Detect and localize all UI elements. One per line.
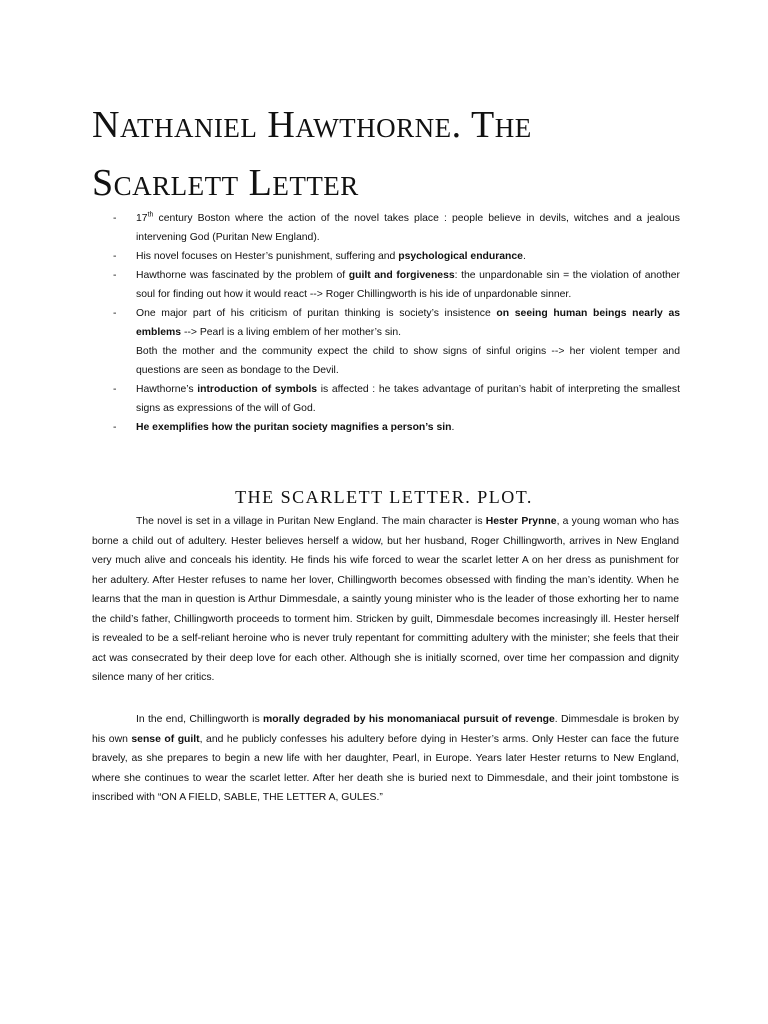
key-points-list	[112, 209, 680, 437]
plot-section-heading: THE SCARLETT LETTER. PLOT.	[235, 487, 533, 507]
title-line-2: Scarlett Letter	[92, 162, 359, 204]
bullet-item: - He exemplifies how the puritan society magnifies a person’s sin.	[112, 418, 680, 437]
plot-paragraph-1: The novel is set in a village in Puritan New England. The main character is Hester Prynne, a young woman who has borne a child out of adultery. Hester believes herself a widow, but her husband, Roger Chillingworth, arrives in New England very much alive and conceals his identity. He finds his wife forced to wear the scarlet letter A on her dress as punishment for her adultery. After Hester refuses to name her lover, Chillingworth becomes obsessed with finding the man’s identity. When he learns that the man in question is Arthur Dimmesdale, a saintly young minister who is the leader of those exhorting her to name the child’s father, Chillingworth proceeds to torment him. Stricken by guilt, Dimmesdale becomes increasingly ill. Hester herself is revealed to be a self-reliant heroine who is never truly repentant for committing adultery with the minister; she feels that their act was consecrated by their deep love for each other. Although she is initially scorned, over time her compassion and dignity silence many of her critics.	[92, 516, 679, 683]
plot-paragraph-2: In the end, Chillingworth is morally degraded by his monomaniacal pursuit of revenge. Dimmesdale is broken by his own sense of guilt, and he publicly confesses his adultery before dying in Hester’s arms. Only Hester can face the future bravely, as she prepares to begin a new life with her daughter, Pearl, in Europe. Years later Hester returns to New England, where she continues to wear the scarlet letter. After her death she is buried next to Dimmesdale, and their joint tombstone is inscribed with “ON A FIELD, SABLE, THE LETTER A, GULES.”	[92, 714, 679, 803]
bullet-continuation: Both the mother and the community expect the child to show signs of sinful origins --> her violent temper and questions are seen as bondage to the Devil.	[136, 346, 680, 376]
bullet-item: - Hawthorne’s introduction of symbols is affected : he takes advantage of puritan’s habit of interpreting the smallest signs as expressions of the will of God.	[112, 380, 680, 418]
document-title	[92, 96, 692, 212]
title-line-1: Nathaniel Hawthorne. The	[92, 104, 532, 146]
bullet-item: - His novel focuses on Hester’s punishment, suffering and psychological endurance.	[112, 247, 680, 266]
bullet-item: - 17th century Boston where the action of the novel takes place : people believe in devils, witches and a jealous intervening God (Puritan New England).	[112, 209, 680, 247]
bullet-item: - One major part of his criticism of puritan thinking is society’s insistence on seeing human beings nearly as emblems --> Pearl is a living emblem of her mother’s sin. Both the mother and the community expect the child to show signs of sinful origins --> her violent temper and questions are seen as bondage to the Devil.	[112, 304, 680, 380]
bullet-item: - Hawthorne was fascinated by the problem of guilt and forgiveness: the unpardonable sin = the violation of another soul for finding out how it would react --> Roger Chillingworth is his ide of unpardonable sinner.	[112, 266, 680, 304]
